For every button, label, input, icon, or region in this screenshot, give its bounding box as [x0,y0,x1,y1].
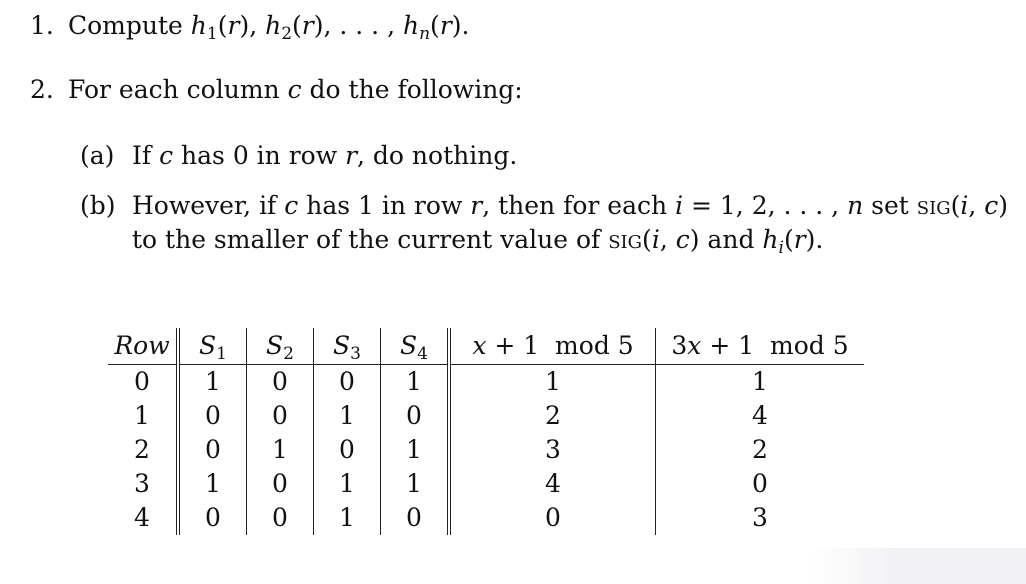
cell-hash2: 3 [656,501,865,535]
cell-s3: 1 [314,399,381,433]
cell-s4: 0 [381,501,450,535]
list-item-1-text: Compute $h_1(r)$, $h_2(r)$, . . . , $h_n(r)$. [68,11,470,44]
sub-item-label: (b) [80,191,116,220]
cell-s4: 0 [381,399,450,433]
cell-s1: 0 [178,399,247,433]
cell-hash1: 2 [449,399,656,433]
cell-s2: 0 [247,399,314,433]
list-item-2 [30,74,523,106]
table-row [108,433,864,467]
cell-s3: 1 [314,501,381,535]
cell-row: 1 [134,401,150,430]
cell-s4: 1 [381,467,450,501]
cell-s1: 0 [178,501,247,535]
header-hash1: x + 1 mod 5 [449,328,656,365]
cell-s1: 0 [178,433,247,467]
header-s2: S2 [247,328,314,365]
cell-s2: 0 [247,467,314,501]
cell-s3: 0 [314,365,381,400]
cell-row: 0 [134,367,150,396]
cell-hash2: 2 [656,433,865,467]
list-item-2-text: For each column c do the following: [68,75,523,104]
list-number: 1. [30,11,54,40]
cell-hash2: 1 [656,365,865,400]
cell-s3: 0 [314,433,381,467]
corner-shadow [810,548,1026,584]
header-s1: S1 [178,328,247,365]
sub-item-b-line1: However, if c has 1 in row r, then for each i = 1, 2, . . . , n set sig(i, c) [132,191,1009,220]
cell-s2: 0 [247,365,314,400]
cell-hash2: 4 [656,399,865,433]
header-hash2: 3x + 1 mod 5 [656,328,865,365]
cell-hash2: 0 [656,467,865,501]
cell-hash1: 3 [449,433,656,467]
sub-item-b [80,190,1008,222]
cell-s1: 1 [178,365,247,400]
cell-hash1: 1 [449,365,656,400]
cell-hash1: 4 [449,467,656,501]
table-header-row [108,328,864,365]
header-row: Row [108,328,178,365]
sub-item-b-line2: to the smaller of the current value of sig(i, c) and $h_i(r)$. [132,225,824,258]
list-number: 2. [30,75,54,104]
header-s3: S3 [314,328,381,365]
sub-item-a [80,140,517,172]
cell-row: 2 [134,435,150,464]
header-s4: S4 [381,328,450,365]
cell-hash1: 0 [449,501,656,535]
cell-row: 4 [134,503,150,532]
sub-item-a-text: If c has 0 in row r, do nothing. [132,141,518,170]
cell-s2: 1 [247,433,314,467]
sub-item-label: (a) [80,141,115,170]
table-row [108,365,864,400]
table-row [108,467,864,501]
cell-s4: 1 [381,365,450,400]
table-row [108,399,864,433]
cell-s1: 1 [178,467,247,501]
cell-row: 3 [134,469,150,498]
cell-s3: 1 [314,467,381,501]
cell-s2: 0 [247,501,314,535]
table-row [108,501,864,535]
list-item-1 [30,10,469,42]
minhash-table [108,328,864,535]
cell-s4: 1 [381,433,450,467]
